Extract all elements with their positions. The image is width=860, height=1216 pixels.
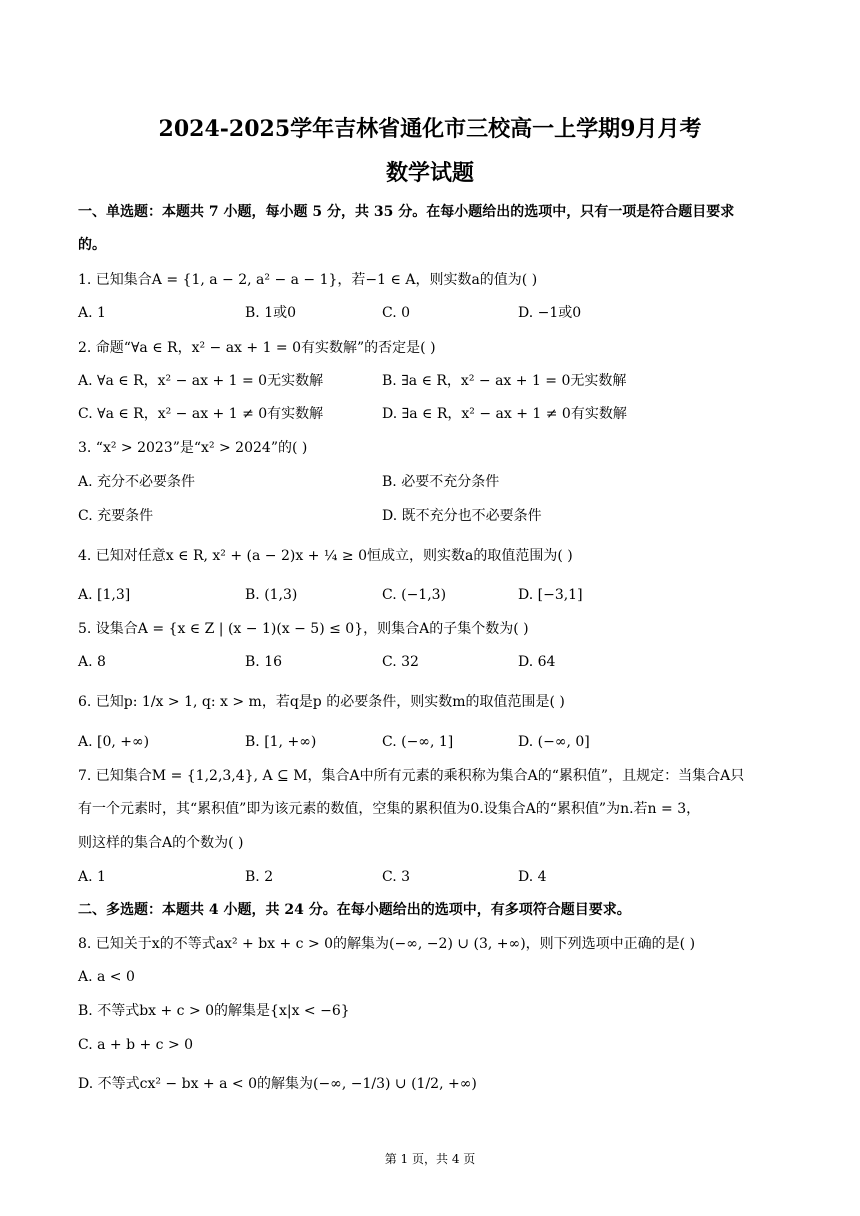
question-3-stem: 3. “x² > 2023”是“x² > 2024”的( ) xyxy=(78,440,308,456)
q1-option-d: D. −1或0 xyxy=(518,305,582,321)
q4-option-c: C. (−1,3) xyxy=(382,587,447,603)
page-footer: 第 1 页，共 4 页 xyxy=(384,1152,476,1166)
q7-option-b: B. 2 xyxy=(245,869,274,885)
q1-option-a: A. 1 xyxy=(78,305,106,321)
q6-option-a: A. [0, +∞) xyxy=(78,734,150,750)
q3-option-b: B. 必要不充分条件 xyxy=(382,474,500,490)
q4-option-b: B. (1,3) xyxy=(245,587,298,603)
section-1-header-cont: 的。 xyxy=(78,237,106,253)
q3-option-d: D. 既不充分也不必要条件 xyxy=(382,508,542,524)
section-1-header: 一、单选题：本题共 7 小题，每小题 5 分，共 35 分。在每小题给出的选项中，只有一项是符合题目要求 xyxy=(78,204,735,220)
question-7-stem-line3: 则这样的集合A的个数为( ) xyxy=(78,835,244,851)
q8-option-d: D. 不等式cx² − bx + a < 0的解集为(−∞, −1/3) ∪ (1/2, +∞) xyxy=(78,1076,477,1092)
q5-option-d: D. 64 xyxy=(518,654,556,670)
q5-option-a: A. 8 xyxy=(78,654,106,670)
q5-option-b: B. 16 xyxy=(245,654,283,670)
q6-option-c: C. (−∞, 1] xyxy=(382,734,454,750)
q7-option-a: A. 1 xyxy=(78,869,106,885)
q5-option-c: C. 32 xyxy=(382,654,419,670)
q8-option-b: B. 不等式bx + c > 0的解集是{x|x < −6} xyxy=(78,1003,350,1019)
question-7-stem-line1: 7. 已知集合M = {1,2,3,4}, A ⊆ M，集合A中所有元素的乘积称为集合A的“累积值”，且规定：当集合A只 xyxy=(78,768,745,784)
q7-option-d: D. 4 xyxy=(518,869,547,885)
q2-option-c: C. ∀a ∈ R，x² − ax + 1 ≠ 0有实数解 xyxy=(78,406,324,422)
q1-option-b: B. 1或0 xyxy=(245,305,297,321)
q3-option-c: C. 充要条件 xyxy=(78,508,154,524)
page-subtitle: 数学试题 xyxy=(385,160,474,186)
page-title: 2024-2025学年吉林省通化市三校高一上学期9月月考 xyxy=(158,116,702,142)
q8-option-a: A. a < 0 xyxy=(78,969,135,985)
section-2-header: 二、多选题：本题共 4 小题，共 24 分。在每小题给出的选项中，有多项符合题目要求。 xyxy=(78,902,631,918)
question-2-stem: 2. 命题“∀a ∈ R，x² − ax + 1 = 0有实数解”的否定是( ) xyxy=(78,340,436,356)
q2-option-a: A. ∀a ∈ R，x² − ax + 1 = 0无实数解 xyxy=(78,373,324,389)
question-7-stem-line2: 有一个元素时，其“累积值”即为该元素的数值，空集的累积值为0.设集合A的“累积值”为n.若n = 3， xyxy=(78,801,701,817)
q2-option-d: D. ∃a ∈ R，x² − ax + 1 ≠ 0有实数解 xyxy=(382,406,627,422)
q4-option-a: A. [1,3] xyxy=(78,587,131,603)
q2-option-b: B. ∃a ∈ R，x² − ax + 1 = 0无实数解 xyxy=(382,373,627,389)
q1-option-c: C. 0 xyxy=(382,305,411,321)
q6-option-b: B. [1, +∞) xyxy=(245,734,317,750)
q6-option-d: D. (−∞, 0] xyxy=(518,734,590,750)
q8-option-c: C. a + b + c > 0 xyxy=(78,1037,194,1053)
q4-option-d: D. [−3,1] xyxy=(518,587,583,603)
question-8-stem: 8. 已知关于x的不等式ax² + bx + c > 0的解集为(−∞, −2) ∪ (3, +∞)，则下列选项中正确的是( ) xyxy=(78,936,696,952)
question-1-stem: 1. 已知集合A = {1, a − 2, a² − a − 1}，若−1 ∈ A，则实数a的值为( ) xyxy=(78,272,538,288)
question-4-stem: 4. 已知对任意x ∈ R, x² + (a − 2)x + ¼ ≥ 0恒成立，则实数a的取值范围为( ) xyxy=(78,548,573,564)
q3-option-a: A. 充分不必要条件 xyxy=(78,474,196,490)
question-6-stem: 6. 已知p: 1/x > 1, q: x > m，若q是p 的必要条件，则实数m的取值范围是( ) xyxy=(78,694,565,710)
q7-option-c: C. 3 xyxy=(382,869,411,885)
question-5-stem: 5. 设集合A = {x ∈ Z | (x − 1)(x − 5) ≤ 0}，则集合A的子集个数为( ) xyxy=(78,621,529,637)
